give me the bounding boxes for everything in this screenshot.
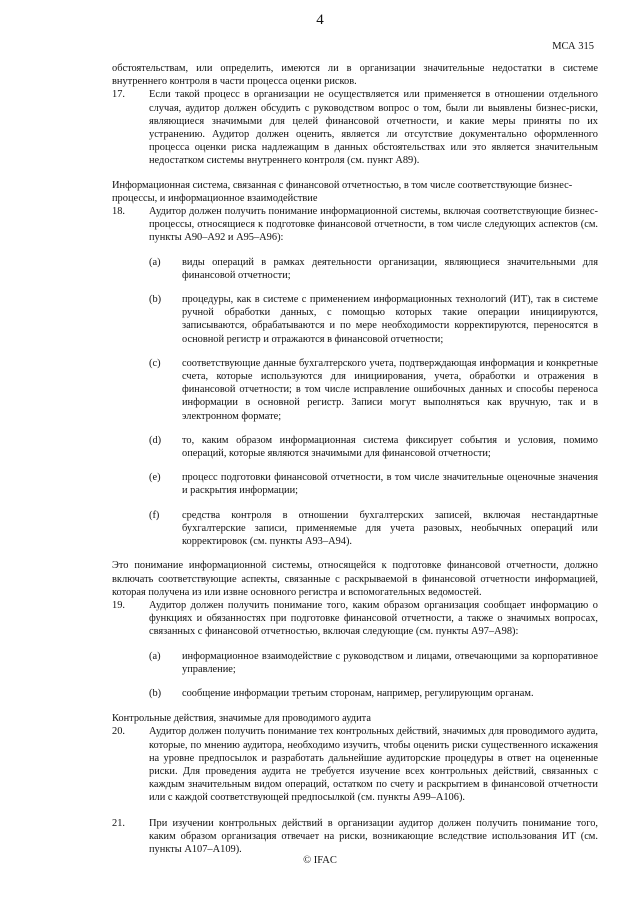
paragraph-number: 21.	[112, 817, 125, 829]
paragraph-number: 19.	[112, 599, 125, 611]
section-heading-control-activities: Контрольные действия, значимые для проводимого аудита	[112, 713, 371, 725]
list-item-text: виды операций в рамках деятельности организации, являющиеся значительными для финансовой отчетности;	[182, 256, 598, 281]
document-code: МСА 315	[552, 41, 594, 52]
paragraph-21	[112, 817, 598, 857]
paragraph-18-conclusion: Это понимание информационной системы, относящейся к подготовке финансовой отчетности, должно включать соответствующие аспекты, связанные с раскрываемой в финансовой отчетности информацией, которая получена из или извне основного регистра и вспомогательных ведомостей.	[112, 560, 598, 598]
list-item	[149, 509, 598, 549]
list-item-text: процедуры, как в системе с применением информационных технологий (ИТ), так в системе ручной обработки данных, с помощью которых такие операции инициируются, записываются, обрабатываются и по мере необходимости корректируются, переносятся в основной регистр и отражаются в финансовой отчетности;	[182, 294, 598, 345]
list-item-text: информационное взаимодействие с руководством и лицами, отвечающими за корпоративное управление;	[182, 650, 598, 675]
paragraph-number: 20.	[112, 726, 125, 738]
paragraph-text: При изучении контрольных действий в организации аудитор должен получить понимание того, каким образом организация отвечает на риски, возникающие вследствие использования ИТ (см. пункты А107–А109).	[149, 817, 598, 855]
list-item-letter: (d)	[149, 434, 162, 446]
paragraph-number: 17.	[112, 89, 125, 101]
list-item-text: процесс подготовки финансовой отчетности, в том числе значительные оценочные значения и раскрытия информации;	[182, 472, 598, 497]
page-number: 4	[316, 12, 324, 28]
paragraph-intro: Аудитор должен получить понимание того, каким образом организация сообщает информацию о функциях и обязанностях при подготовке финансовой отчетности, а также о значимых вопросах, связанных с финансовой отчетностью, включая следующие (см. пункты А97–А98):	[149, 599, 598, 638]
list-item-letter: (c)	[149, 357, 161, 369]
list-item	[149, 256, 598, 282]
list-item-letter: (e)	[149, 472, 161, 484]
footer-copyright: © IFAC	[303, 855, 337, 866]
list-item-letter: (b)	[149, 687, 162, 699]
list-item	[149, 293, 598, 346]
continuation-text: обстоятельствам, или определить, имеются ли в организации значительные недостатки в системе внутреннего контроля в части процесса оценки рисков.	[112, 63, 598, 88]
paragraph-text: Если такой процесс в организации не осуществляется или применяется в отношении отдельного случая, аудитор должен обсудить с руководством вопрос о том, были ли выявлены бизнес-риски, являющиеся значимыми для целей финансовой отчетности, и какие меры приняты по их устранению. Аудитор должен оценить, является ли отсутствие документально оформленного процесса оценки риска надлежащим в данных обстоятельствах или это является значительным недостатком системы внутреннего контроля (см. пункт А89).	[149, 89, 598, 167]
paragraph-17	[112, 88, 598, 167]
list-item-letter: (b)	[149, 294, 162, 306]
paragraph-18	[112, 205, 598, 548]
paragraph-number: 18.	[112, 206, 125, 218]
list-item-text: соответствующие данные бухгалтерского учета, подтверждающая информация и конкретные счета, которые используются для инициирования, учета, обработки и отражения в финансовой отчетности; в том числе исправление ошибочных данных и способы переноса информации в основной регистр. Записи могут выполняться как вручную, так и в электронном формате;	[182, 357, 598, 422]
list-item-letter: (a)	[149, 650, 161, 662]
list-item-letter: (a)	[149, 256, 161, 268]
list-item	[149, 687, 598, 700]
paragraph-20	[112, 725, 598, 804]
list-item	[149, 357, 598, 423]
list-item-text: то, каким образом информационная система фиксирует события и условия, помимо операций, которые являются значимыми для финансовой отчетности;	[182, 434, 598, 460]
list-item-text: сообщение информации третьим сторонам, например, регулирующим органам.	[182, 687, 534, 699]
list-item	[149, 650, 598, 676]
list-item	[149, 471, 598, 497]
list-item-letter: (f)	[149, 509, 160, 521]
paragraph-intro: Аудитор должен получить понимание информационной системы, включая соответствующие бизнес-процессы, относящиеся к подготовке финансовой отчетности, в том числе следующих аспектов (см. пункты А90–А92 и А95–А96):	[149, 206, 598, 244]
paragraph-text: Аудитор должен получить понимание тех контрольных действий, значимых для проводимого аудита, которые, по мнению аудитора, необходимо изучить, чтобы оценить риски существенного искажения на уровне предпосылок и разработать дальнейшие аудиторские процедуры в ответ на оцененные риски. Для проведения аудита не требуется изучение всех контрольных действий, связанных с каждым значительным видом операций, остатком по счету и раскрытием в финансовой отчетности или с каждой соответствующей предпосылкой (см. пункты А99–А106).	[149, 726, 598, 804]
list-item	[149, 434, 598, 460]
paragraph-19	[112, 599, 598, 700]
page-content	[112, 62, 598, 867]
list-item-text: средства контроля в отношении бухгалтерских записей, включая нестандартные бухгалтерские записи, применяемые для учета разовых, необычных операций или корректировок (см. пункты А93–А94).	[182, 509, 598, 548]
section-heading-information-system: Информационная система, связанная с финансовой отчетностью, в том числе соответствующие бизнес-процессы, и информационное взаимодействие	[112, 179, 573, 204]
